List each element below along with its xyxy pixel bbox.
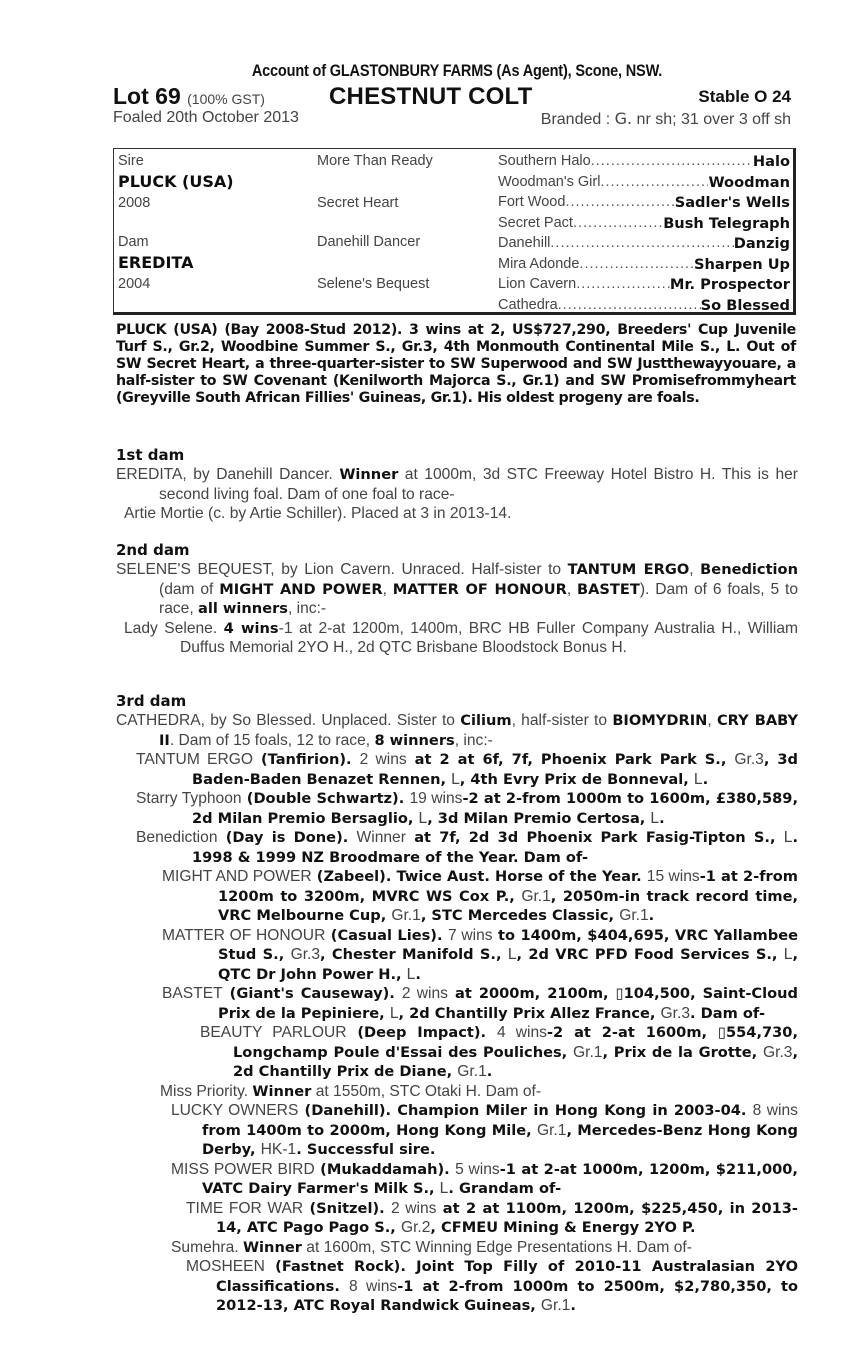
progeny-entry	[116, 1238, 798, 1258]
ggp-name: Lion Cavern	[498, 276, 577, 292]
text-run: L	[693, 770, 703, 788]
great-grandparent-row	[498, 256, 790, 273]
dam-paragraph	[116, 711, 798, 750]
bold-run: MIGHT AND POWER	[219, 580, 383, 598]
leader-dots	[573, 215, 663, 232]
ggp-sire: Bush Telegraph	[663, 214, 790, 232]
bold-run: (Fastnet Rock). Joint Top Filly of 2010-11 Australasian 2YO Classifications.	[216, 1258, 798, 1295]
text-run: 5 wins	[455, 1160, 500, 1178]
bold-run: (Casual Lies).	[325, 926, 448, 944]
ggp-sire: Sharpen Up	[693, 255, 790, 273]
second-dam-section	[116, 541, 798, 658]
bold-run: . Grandam of-	[448, 1180, 562, 1197]
progeny-entry	[116, 1101, 798, 1160]
text-run: BEAUTY PARLOUR	[200, 1024, 347, 1041]
progeny-entry	[116, 1160, 798, 1199]
bold-run: , 2d VRC PFD Food Services S.,	[516, 946, 784, 963]
branded-detail: nr sh; 31 over 3 off sh	[632, 111, 791, 128]
ggp-name: Southern Halo	[498, 153, 591, 169]
text-run: 8 wins	[752, 1102, 798, 1119]
bold-run: , 2d Chantilly Prix de Diane,	[233, 1043, 799, 1080]
text-run: Gr.1	[391, 907, 421, 924]
foaled-line	[113, 109, 801, 131]
text-run: 2 wins	[401, 985, 448, 1002]
bold-run: .	[570, 1297, 576, 1314]
bold-run: . 1998 & 1999 NZ Broodmare of the Year. Dam of-	[192, 829, 798, 866]
pedigree-table	[113, 148, 796, 315]
bold-run: at 7f, 2d 3d Phoenix Park Fasig-Tipton S.,	[405, 829, 784, 846]
text-run: L	[418, 809, 428, 827]
text-run: LUCKY OWNERS	[171, 1102, 299, 1119]
bold-run: , 3d Baden-Baden Benazet Rennen,	[192, 751, 798, 788]
bold-run: Winner	[252, 1082, 312, 1100]
text-run: BASTET	[162, 985, 223, 1002]
bold-run: , QTC Dr John Power H.,	[218, 946, 799, 983]
bold-run: , CFMEU Mining & Energy 2YO P.	[430, 1219, 696, 1236]
bold-run: BIOMYDRIN	[612, 712, 708, 729]
bold-run: , STC Mercedes Classic,	[420, 907, 620, 924]
text-run: , half-sister to	[511, 712, 613, 729]
dam-paragraph	[116, 560, 798, 619]
text-run: L	[406, 965, 416, 983]
ggp-name: Mira Adonde	[498, 255, 580, 272]
text-run: L	[783, 946, 793, 963]
text-run: L	[439, 1180, 449, 1197]
grandsire-paternal: More Than Ready	[317, 153, 433, 169]
text-run: at 1000m, 3d STC Freeway Hotel Bistro H. This is her second living foal. Dam of one foal to race-	[159, 466, 798, 503]
leader-dots	[558, 297, 701, 314]
progeny-entry	[116, 750, 798, 789]
text-run: , inc:-	[454, 731, 493, 749]
text-run: MATTER OF HONOUR	[162, 926, 326, 944]
text-run: ,	[382, 580, 393, 598]
ggp-sire: Mr. Prospector	[669, 276, 790, 293]
bold-run: , 2050m-in track record time, VRC Melbourne Cup,	[218, 887, 799, 924]
foaled-date: Foaled 20th October 2013	[113, 109, 299, 126]
ggp-name: Woodman's Girl	[498, 173, 601, 190]
bold-run: CRY BABY II	[159, 712, 799, 749]
text-run: TANTUM ERGO	[136, 751, 253, 768]
text-run: 19 wins	[409, 790, 463, 807]
text-run: Starry Typhoon	[136, 790, 242, 807]
text-run: Gr.3	[734, 751, 764, 768]
text-run: ,	[689, 561, 701, 578]
text-run: (dam of	[159, 580, 220, 598]
bold-run: (Danehill). Champion Miler in Hong Kong in 2003-04.	[298, 1102, 753, 1119]
bold-run: .	[648, 907, 655, 924]
text-run: HK-1	[260, 1141, 297, 1158]
bold-run: .	[659, 809, 665, 827]
bold-run: Benediction	[700, 561, 798, 578]
progeny-entry	[116, 926, 798, 985]
text-run: Gr.1	[536, 1121, 567, 1139]
ggp-sire: Woodman	[708, 173, 790, 191]
text-run: L	[650, 809, 660, 827]
text-run: Gr.3	[660, 1004, 690, 1022]
text-run: at 1550m, STC Otaki H. Dam of-	[311, 1082, 542, 1100]
text-run: Gr.3	[763, 1043, 793, 1061]
text-run: Gr.1	[540, 1297, 571, 1314]
leader-dots	[565, 194, 674, 211]
ggp-sire: Sadler's Wells	[674, 194, 790, 211]
leader-dots	[550, 235, 733, 252]
text-run: , inc:-	[287, 600, 327, 617]
section-heading: 2nd dam	[116, 541, 190, 559]
progeny-entry	[116, 789, 798, 828]
text-run: Benediction	[136, 829, 218, 846]
brand-description	[541, 109, 791, 129]
bold-run: (Snitzel).	[303, 1199, 391, 1217]
text-run: . Dam of 15 foals, 12 to race,	[169, 731, 375, 749]
progeny-entry	[116, 1023, 798, 1082]
bold-run: , 3d Milan Premio Certosa,	[427, 809, 651, 827]
lot-line	[113, 83, 801, 109]
text-run: Miss Priority.	[160, 1082, 253, 1100]
bold-run: (Double Schwartz).	[241, 790, 410, 807]
text-run: Gr.3	[290, 946, 321, 963]
ggp-name: Danehill	[498, 235, 551, 251]
dam-paragraph	[116, 465, 798, 504]
text-run: Lady Selene.	[124, 619, 224, 637]
text-run: MOSHEEN	[186, 1258, 265, 1275]
catalogue-page	[113, 62, 801, 131]
text-run: 15 wins	[646, 868, 700, 885]
stable-location: Stable O 24	[698, 87, 791, 106]
bold-run: to 1400m, $404,695, VRC Yallambee Stud S.,	[218, 926, 798, 963]
first-dam-section	[116, 446, 798, 524]
bold-run: . Successful sire.	[296, 1141, 436, 1158]
leader-dots	[591, 153, 753, 170]
progeny-entry: Artie Mortie (c. by Artie Schiller). Placed at 3 in 2013-14.	[124, 505, 512, 522]
bold-run: 4 wins	[223, 619, 279, 637]
text-run: ). Dam of 6 foals, 5 to race,	[159, 580, 798, 617]
third-dam-section	[116, 692, 798, 1316]
ggp-name: Fort Wood	[498, 194, 566, 210]
leader-dots	[579, 256, 694, 273]
gst-note: (100% GST)	[187, 91, 265, 107]
great-grandparent-row	[498, 215, 790, 232]
bold-run: -1 at 2-from 1000m to 2500m, $2,780,350, to 2012-13, ATC Royal Randwick Guineas,	[216, 1277, 799, 1314]
text-run: Winner	[356, 829, 406, 846]
bold-run: . Dam of-	[690, 1004, 766, 1022]
sire-label: Sire	[118, 153, 144, 169]
text-run: Gr.2	[400, 1219, 431, 1236]
bold-run: (Tanfirion).	[252, 751, 360, 768]
great-grandparent-row	[498, 297, 790, 314]
great-grandparent-row	[498, 276, 790, 293]
bold-run: at 2000m, 2100m, ▯104,500, Saint-Cloud Prix de la Pepiniere,	[218, 985, 798, 1022]
bold-run: Winner	[339, 466, 399, 483]
ggp-sire: So Blessed	[700, 296, 790, 314]
brand-mark-icon: G.	[614, 109, 633, 128]
bold-run: -2 at 2-from 1000m to 1600m, £380,589, 2d Milan Premio Bersaglio,	[192, 790, 798, 827]
bold-run: Winner	[242, 1238, 302, 1256]
dam-year: 2004	[118, 276, 151, 292]
sire-year: 2008	[118, 195, 151, 211]
sire-name: PLUCK (USA)	[118, 172, 234, 191]
bold-run: .	[702, 770, 709, 788]
text-run: Gr.1	[457, 1063, 487, 1080]
text-run: EREDITA, by Danehill Dancer.	[116, 466, 340, 483]
bold-run: all winners	[198, 600, 288, 617]
branded-label: Branded :	[540, 111, 615, 128]
ggp-sire: Danzig	[733, 235, 790, 252]
section-heading: 1st dam	[116, 446, 185, 464]
vendor-account: Account of GLASTONBURY FARMS (As Agent), Scone, NSW.	[251, 62, 663, 80]
bold-run: .	[415, 965, 421, 983]
section-heading: 3rd dam	[116, 692, 187, 710]
bold-run: (Giant's Causeway).	[222, 985, 402, 1002]
bold-run: MATTER OF HONOUR	[392, 580, 567, 598]
bold-run: (Zabeel). Twice Aust. Horse of the Year.	[311, 868, 647, 885]
text-run: 4 wins	[496, 1024, 547, 1041]
great-grandparent-row	[498, 153, 790, 170]
text-run: -1 at 2-at 1200m, 1400m, BRC HB Fuller Company Australia H., William Duffus Memorial 2YO H., 2d QTC Brisbane Bloodstock Bonus H.	[180, 619, 798, 656]
bold-run: from 1400m to 2000m, Hong Kong Mile,	[202, 1121, 537, 1139]
bold-run: , 4th Evry Prix de Bonneval,	[459, 770, 694, 788]
text-run: Gr.1	[573, 1043, 603, 1061]
text-run: CATHEDRA, by So Blessed. Unplaced. Sister to	[116, 712, 461, 729]
dam-name: EREDITA	[118, 253, 194, 272]
text-run: MIGHT AND POWER	[162, 868, 312, 885]
ggp-name: Cathedra	[498, 296, 558, 313]
leader-dots	[576, 276, 670, 293]
bold-run: Cilium	[460, 712, 512, 729]
bold-run: (Deep Impact).	[346, 1024, 497, 1041]
text-run: MISS POWER BIRD	[171, 1160, 315, 1178]
bold-run: -1 at 2-at 1000m, 1200m, $211,000, VATC Dairy Farmer's Milk S.,	[202, 1160, 798, 1197]
ggp-sire: Halo	[752, 153, 790, 170]
bold-run: -2 at 2-at 1600m, ▯554,730, Longchamp Poule d'Essai des Pouliches,	[233, 1024, 799, 1061]
bold-run: at 2 at 6f, 7f, Phoenix Park Park S.,	[406, 751, 735, 768]
text-run: 2 wins	[391, 1199, 437, 1217]
lot-label: Lot 69	[113, 83, 181, 109]
leader-dots	[600, 174, 708, 191]
bold-run: BASTET	[577, 580, 640, 598]
progeny-entry	[116, 867, 798, 926]
granddam-maternal: Selene's Bequest	[317, 276, 430, 292]
great-grandparent-row	[498, 174, 790, 191]
text-run: 7 wins	[447, 926, 493, 944]
bold-run: , Prix de la Grotte,	[602, 1043, 763, 1061]
text-run: at 1600m, STC Winning Edge Presentations H. Dam of-	[301, 1238, 692, 1256]
text-run: L	[783, 829, 793, 846]
progeny-entry	[116, 1257, 798, 1316]
text-run: TIME FOR WAR	[186, 1199, 304, 1217]
text-run: 2 wins	[359, 751, 407, 768]
bold-run: TANTUM ERGO	[567, 561, 690, 578]
bold-run: (Day is Done).	[217, 829, 357, 846]
bold-run: , 2d Chantilly Prix Allez France,	[398, 1004, 661, 1022]
text-run: Gr.1	[521, 887, 551, 905]
bold-run: (Mukaddamah).	[314, 1160, 456, 1178]
progeny-entry	[116, 1199, 798, 1238]
text-run: 8 wins	[348, 1277, 398, 1295]
dam-label: Dam	[118, 234, 149, 250]
progeny-entry	[116, 1082, 798, 1102]
text-run: L	[451, 770, 460, 788]
progeny-entry	[116, 619, 798, 658]
bold-run: -1 at 2-from 1200m to 3200m, MVRC WS Cox P.,	[218, 868, 798, 905]
ggp-name: Secret Pact	[498, 214, 573, 231]
bold-run: at 2 at 1100m, 1200m, $225,450, in 2013-14, ATC Pago Pago S.,	[216, 1199, 798, 1236]
sire-summary: PLUCK (USA) (Bay 2008-Stud 2012). 3 wins at 2, US$727,290, Breeders' Cup Juvenile Turf S., Gr.2, Woodbine Summer S., Gr.3, 4th Monmouth Continental Mile S., L. Out of SW Secret Heart, a three-quarter-sister to SW Superwood and SW Justthewayyouare, a half-sister to SW Covenant (Kenilworth Majorca S., Gr.1) and SW Promisefrommyheart (Greyville South African Fillies' Guineas, Gr.1). His oldest progeny are foals.	[116, 322, 796, 406]
lot-number	[113, 83, 265, 110]
granddam-paternal: Secret Heart	[317, 195, 399, 211]
text-run: Gr.1	[619, 907, 649, 924]
text-run: Sumehra.	[171, 1238, 243, 1256]
progeny-entry	[116, 828, 798, 867]
great-grandparent-row	[498, 194, 790, 211]
bold-run: .	[486, 1063, 493, 1080]
text-run: ,	[566, 580, 577, 598]
text-run: L	[507, 946, 517, 963]
bold-run: , Mercedes-Benz Hong Kong Derby,	[202, 1121, 799, 1158]
bold-run: 8 winners	[374, 731, 455, 749]
text-run: SELENE'S BEQUEST, by Lion Cavern. Unraced. Half-sister to	[116, 561, 568, 578]
progeny-entry	[116, 984, 798, 1023]
colour-sex: CHESTNUT COLT	[329, 83, 533, 110]
grandsire-maternal: Danehill Dancer	[317, 234, 421, 250]
text-run: ,	[707, 712, 717, 729]
bold-run: , Chester Manifold S.,	[320, 946, 508, 963]
great-grandparent-row	[498, 235, 790, 252]
text-run: L	[389, 1004, 399, 1022]
